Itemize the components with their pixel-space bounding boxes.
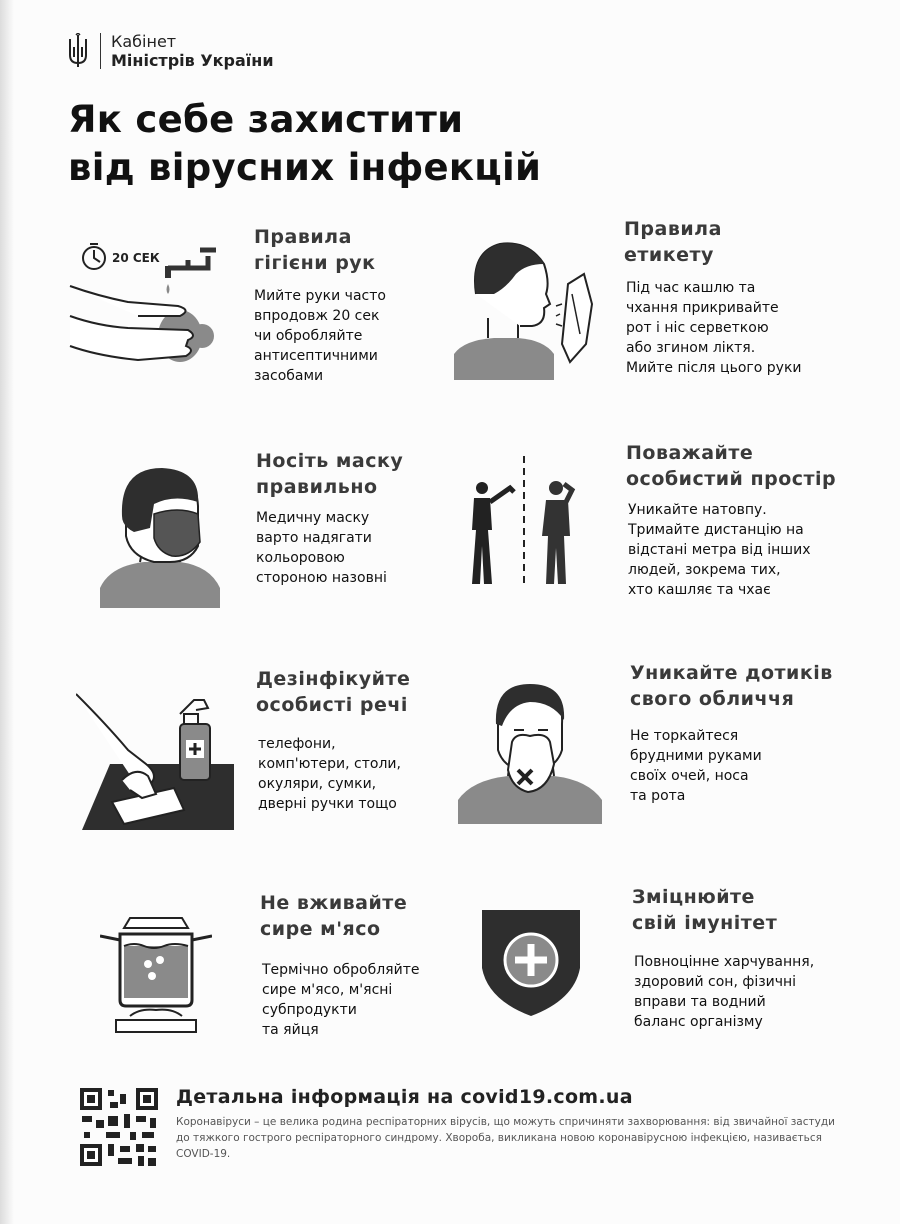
tile-text: Повноцінне харчування, здоровий сон, фізичні вправи та водний баланс організму — [634, 954, 815, 1030]
hand-washing-icon — [68, 236, 248, 386]
organization-name — [111, 32, 274, 70]
tile-title: Не вживайте сире м'ясо — [260, 892, 408, 940]
tile-title: Поважайте особистий простір — [626, 442, 837, 490]
tile-text: Уникайте натовпу. Тримайте дистанцію на відстані метра від інших людей, зокрема тих, хто кашляє та чхає — [628, 502, 811, 598]
tile-text: Термічно обробляйте сире м'ясо, м'ясні субпродукти та яйця — [262, 962, 420, 1038]
tile-text: Під час кашлю та чхання прикривайте рот і ніс серветкою або згином ліктя. Мийте після цього руки — [626, 280, 802, 376]
trident-icon — [66, 33, 90, 69]
footer-link-title[interactable]: Детальна інформація на covid19.com.ua — [176, 1086, 633, 1108]
org-line2: Міністрів України — [111, 51, 274, 70]
tile-text: Медичну маску варто надягати кольоровою стороною назовні — [256, 510, 387, 586]
no-face-touch-icon — [458, 684, 604, 824]
sneeze-tissue-icon — [454, 234, 596, 380]
timer-label: 20 СЕК — [112, 251, 160, 265]
shield-plus-icon — [482, 904, 580, 1018]
page-title — [68, 96, 628, 192]
tile-title: Правила етикету — [624, 218, 722, 266]
title-line1: Як себе захистити — [68, 98, 464, 141]
header-separator — [100, 33, 101, 69]
qr-code-icon[interactable] — [80, 1088, 158, 1166]
tile-text: Не торкайтеся брудними руками своїх очей, носа та рота — [630, 728, 762, 804]
face-mask-icon — [100, 466, 224, 608]
disinfect-surface-icon — [76, 684, 234, 830]
tile-title: Правила гігієни рук — [254, 226, 376, 274]
tile-text: телефони, комп'ютери, столи, окуляри, сумки, дверні ручки тощо — [258, 736, 401, 812]
tile-title: Носіть маску правильно — [256, 450, 404, 498]
org-line1: Кабінет — [111, 32, 177, 51]
boiling-pot-icon — [100, 904, 212, 1034]
tile-title: Уникайте дотиків свого обличчя — [630, 662, 833, 710]
tile-title: Дезінфікуйте особисті речі — [256, 668, 411, 716]
tile-text: Мийте руки часто впродовж 20 сек чи обробляйте антисептичними засобами — [254, 288, 386, 384]
header — [66, 32, 274, 70]
scan-edge — [0, 0, 14, 1224]
tile-title: Зміцнюйте свій імунітет — [632, 886, 778, 934]
social-distance-icon — [466, 456, 586, 586]
title-line2: від вірусних інфекцій — [68, 146, 542, 189]
footer-description: Коронавіруси – це велика родина респіраторних вірусів, що можуть спричиняти захворювання: від звичайної застуди до тяжкого гострого респіраторного синдрому. Хвороба, викликана новою коронавірусною інфекцією, називається COVID-19. — [176, 1116, 835, 1160]
